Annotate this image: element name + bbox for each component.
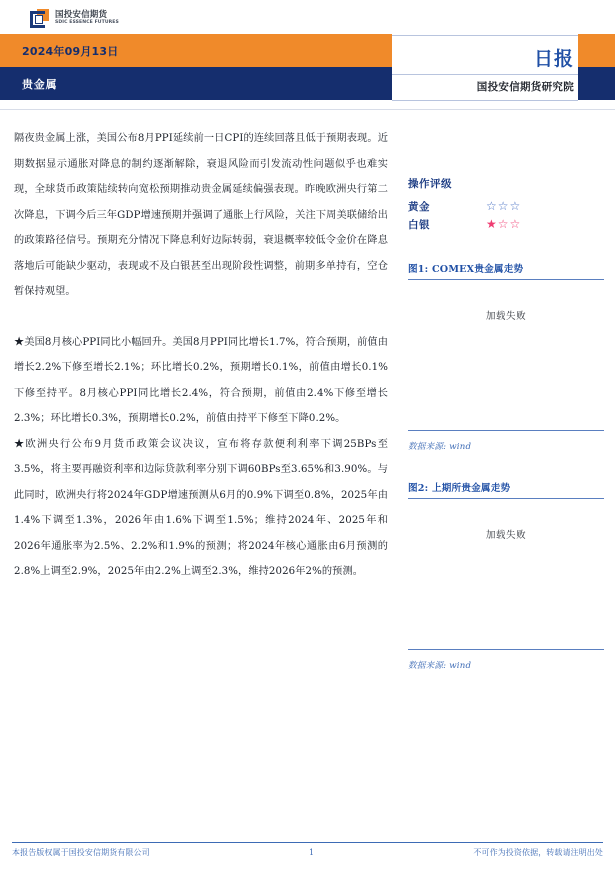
logo-name-cn: 国投安信期货: [55, 10, 108, 20]
operation-rating-block: [408, 176, 604, 233]
panel-rule-bottom: [392, 100, 578, 101]
star-outline-icon: ☆: [497, 199, 509, 213]
report-topic: 贵金属: [22, 78, 58, 91]
figure-source: 数据来源: wind: [408, 442, 472, 452]
figure-load-error: 加载失败: [485, 311, 527, 322]
company-logo: [30, 9, 119, 28]
figure-title: 图1: COMEX贵金属走势: [408, 264, 524, 275]
star-outline-icon: ☆: [509, 199, 521, 213]
article-body: [14, 126, 388, 585]
panel-rule-mid: [392, 74, 578, 75]
rating-row-gold: [408, 197, 604, 215]
footer-divider: [12, 842, 603, 843]
report-date: 2024年09月13日: [22, 45, 119, 58]
rating-row-silver: [408, 215, 604, 233]
sidebar: [408, 126, 604, 671]
logo-zone: [0, 0, 615, 34]
figure-chart-area: [408, 498, 604, 650]
footer-disclaimer: 不可作为投资依据，转载请注明出处: [473, 848, 603, 857]
figure-chart-area: [408, 279, 604, 431]
header-title-panel: [392, 34, 578, 102]
header-divider: [0, 109, 615, 110]
star-outline-icon: ☆: [509, 217, 521, 231]
rating-label: 黄金: [408, 200, 430, 213]
star-outline-icon: ☆: [486, 199, 497, 213]
paragraph: 隔夜贵金属上涨，美国公布8月PPI延续前一日CPI的连续回落且低于预期表现。近期数据显示通胀对降息的制约逐渐解除，衰退风险而引发流动性问题似乎也难实现，全球货币政策陆续转向宽松预期推动贵金属延续偏强表现。昨晚欧洲央行第二次降息，下调今后三年GDP增速预期并强调了通胀上行风险，关注下周美联储给出的政策路径信号。预期充分情况下降息利好边际转弱，衰退概率较低令金价在降息落地后可能缺少驱动，表现或不及白银甚至出现阶段性调整，前期多单持有，空仓暂保持观望。: [14, 133, 388, 297]
logo-wordmark: [55, 9, 119, 26]
footer: [12, 847, 603, 858]
rating-stars-silver: [486, 218, 520, 230]
figure-source: 数据来源: wind: [408, 661, 472, 671]
institute-name: 国投安信期货研究院: [476, 81, 574, 93]
rating-title: 操作评级: [408, 178, 452, 190]
report-type: 日报: [533, 48, 574, 70]
figure-load-error: 加载失败: [485, 530, 527, 541]
footer-page-number: 1: [308, 848, 315, 857]
star-outline-icon: ☆: [497, 217, 509, 231]
logo-name-en: SDIC ESSENCE FUTURES: [55, 20, 119, 25]
footer-copyright: 本报告版权属于国投安信期货有限公司: [12, 848, 150, 857]
sdic-bracket-logo-icon: [30, 9, 49, 28]
rating-label: 白银: [408, 218, 430, 231]
figure-block-1: [408, 261, 604, 452]
rating-stars-gold: [486, 200, 520, 212]
star-filled-icon: ★: [486, 217, 497, 231]
paragraph: ★美国8月核心PPI同比小幅回升。美国8月PPI同比增长1.7%，符合预期，前值由增长2.2%下修至增长2.1%；环比增长0.2%，预期增长0.1%，前值由增长0.1%下修至持平。8月核心PPI同比增长2.4%，符合预期，前值由2.4%下修至增长2.3%；环比增长0.3%，预期增长0.2%，前值由持平下修至下降0.2%。: [14, 336, 388, 424]
figure-block-2: [408, 480, 604, 671]
paragraph: ★欧洲央行公布9月货币政策会议决议，宣布将存款便利利率下调25BPs至3.5%，将主要再融资利率和边际贷款利率分别下调60BPs至3.65%和3.90%。与此同时，欧洲央行将2024年GDP增速预测从6月的0.9%下调至0.8%，2025年由1.4%下调至1.3%，2026年由1.6%下调至1.5%；维持2024年、2025年和2026年通胀率为2.5%、2.2%和1.9%的预测；将2024年核心通胀由6月预测的2.8%上调至2.9%，2025年由2.2%上调至2.3%，维持2026年2%的预测。: [14, 438, 388, 577]
panel-rule-top: [392, 35, 578, 36]
figure-title: 图2: 上期所贵金属走势: [408, 483, 511, 494]
